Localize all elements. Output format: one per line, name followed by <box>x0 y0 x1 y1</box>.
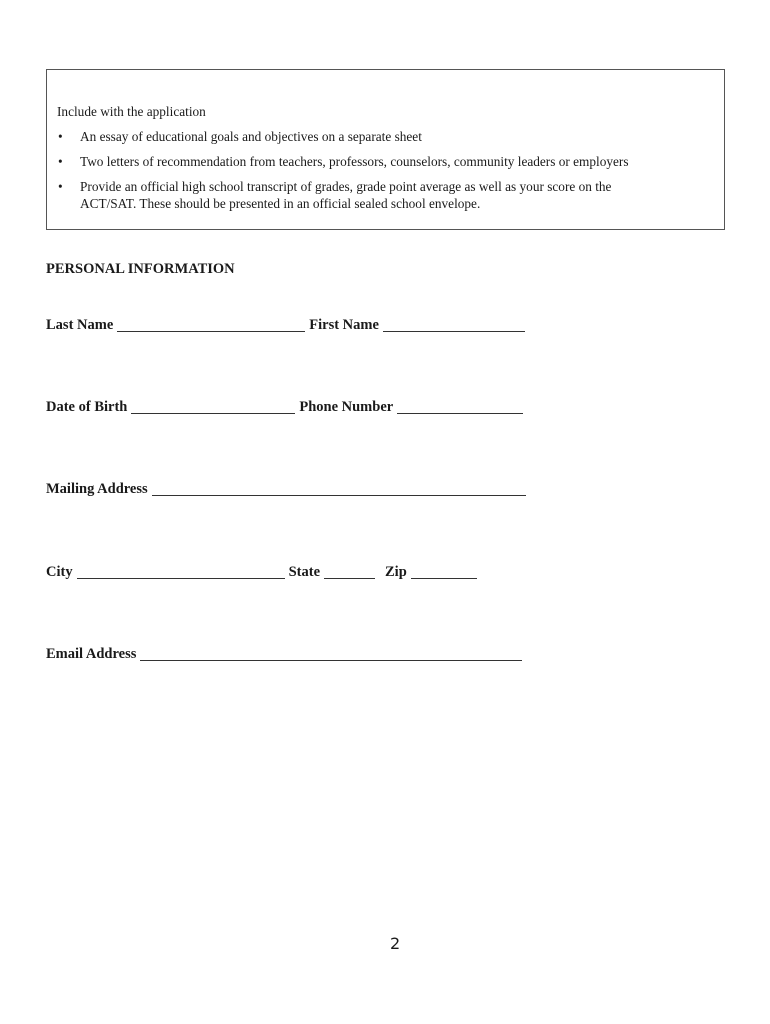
requirements-list <box>47 128 724 220</box>
requirement-item <box>47 178 724 212</box>
requirement-item <box>47 153 724 170</box>
city-field[interactable] <box>77 565 285 579</box>
city-label: City <box>46 564 73 580</box>
personal-information-title: PERSONAL INFORMATION <box>46 261 235 277</box>
birth-phone-row <box>46 398 527 416</box>
application-requirements-box <box>46 69 725 230</box>
phone-number-field[interactable] <box>397 400 523 414</box>
requirement-text: Provide an official high school transcript of grades, grade point average as well as your score on the ACT/SAT. These should be presented in an official sealed school envelope. <box>80 179 612 211</box>
email-address-field[interactable] <box>140 647 522 661</box>
last-name-label: Last Name <box>46 317 114 333</box>
date-of-birth-field[interactable] <box>131 400 295 414</box>
first-name-field[interactable] <box>383 318 525 332</box>
date-of-birth-label: Date of Birth <box>46 399 128 415</box>
bullet-icon: • <box>58 154 63 169</box>
mailing-address-row <box>46 480 530 498</box>
bullet-icon: • <box>58 129 63 144</box>
zip-field[interactable] <box>411 565 477 579</box>
requirement-text: An essay of educational goals and objectives on a separate sheet <box>80 129 422 144</box>
last-name-field[interactable] <box>117 318 305 332</box>
phone-number-label: Phone Number <box>299 399 394 415</box>
email-row <box>46 645 526 663</box>
requirement-text: Two letters of recommendation from teachers, professors, counselors, community leaders or employers <box>80 154 629 169</box>
requirement-item <box>47 128 724 145</box>
mailing-address-label: Mailing Address <box>46 481 148 497</box>
state-field[interactable] <box>324 565 375 579</box>
email-address-label: Email Address <box>46 646 137 662</box>
first-name-label: First Name <box>309 317 379 333</box>
mailing-address-field[interactable] <box>152 482 526 496</box>
requirements-heading: Include with the application <box>57 104 206 119</box>
zip-label: Zip <box>385 564 407 580</box>
bullet-icon: • <box>58 179 63 194</box>
state-label: State <box>288 564 321 580</box>
city-state-zip-row <box>46 563 481 581</box>
page-number: 2 <box>390 934 401 953</box>
name-row <box>46 316 529 334</box>
